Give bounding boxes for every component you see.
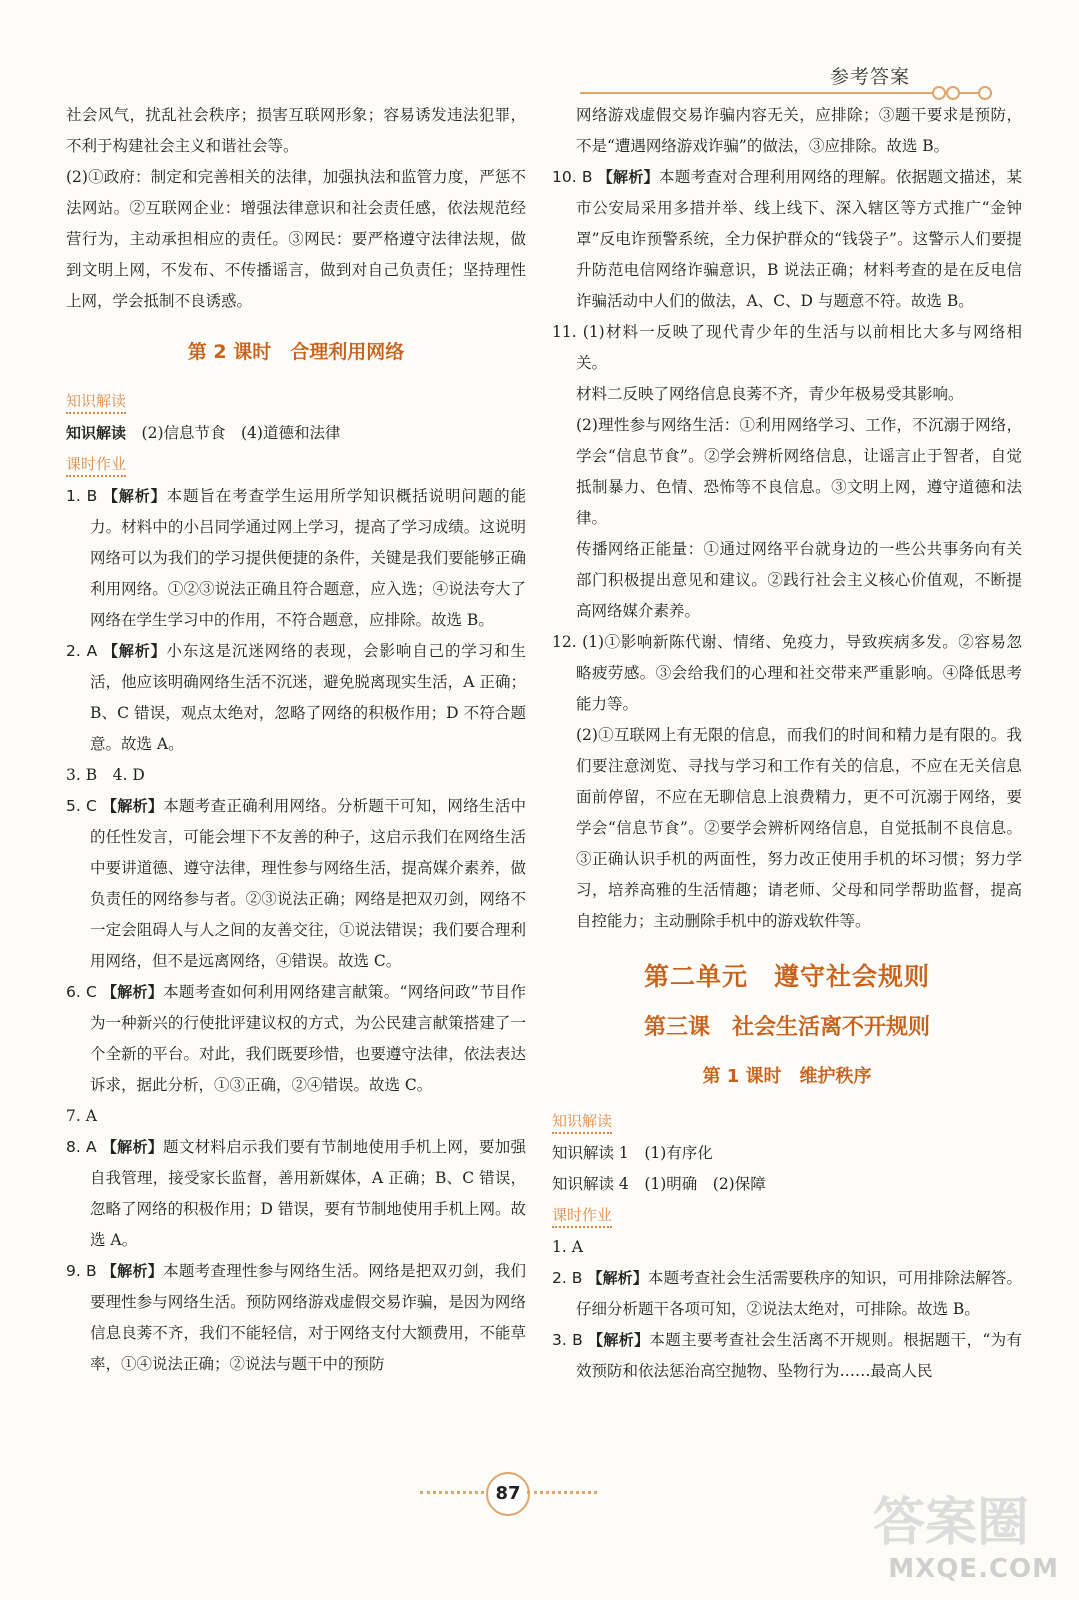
answer-item (66, 977, 526, 1101)
analysis-label: 【解析】 (587, 1331, 650, 1349)
analysis-label: 【解析】 (102, 983, 164, 1001)
paragraph: 网络游戏虚假交易诈骗内容无关，应排除；③题干要求是预防，不是“遭遇网络游戏诈骗”的做法，③应排除。故选 B。 (576, 106, 1022, 155)
header-title: 参考答案 (829, 66, 910, 88)
period-title: 第 1 课时 维护秩序 (702, 1066, 872, 1087)
answer-item: 11. (1)材料一反映了现代青少年的生活与以前相比大多与网络相关。 (552, 323, 1022, 372)
analysis-label: 【解析】 (103, 642, 167, 660)
answer-item (66, 791, 526, 977)
answer-number: 6. C (66, 983, 97, 1001)
knowledge-line (552, 1169, 1022, 1200)
answer-item (66, 1132, 526, 1256)
knowledge-line (66, 418, 526, 449)
watermark (859, 1480, 1059, 1590)
section-tag: 知识解读 (552, 1110, 612, 1134)
answer-item: 1. A (552, 1238, 583, 1256)
left-column (66, 100, 526, 1380)
answer-number: 8. A (66, 1138, 97, 1156)
section-tag: 知识解读 (66, 390, 126, 414)
watermark-logo: 答案圈 (872, 1493, 1029, 1553)
section-title: 第 2 课时 合理利用网络 (187, 341, 405, 363)
answer-paragraph: 传播网络正能量：①通过网络平台就身边的一些公共事务向有关部门积极提出意见和建议。②践行社会主义核心价值观，不断提高网络媒介素养。 (576, 540, 1022, 620)
answer-text: 本题考查如何利用网络建言献策。“网络问政”节目作为一种新兴的行使批评建议权的方式，为公民建言献策搭建了一个全新的平台。对此，我们既要珍惜，也要遵守法律，依法表达诉求，据此分析，①③正确，②④错误。故选 C。 (90, 983, 526, 1094)
section-tag: 课时作业 (66, 453, 126, 477)
answer-item (552, 162, 1022, 317)
header-rule (580, 92, 990, 94)
watermark-text: MXQE.COM (888, 1554, 1059, 1584)
answer-paragraph: (2)理性参与网络生活：①利用网络学习、工作，不沉溺于网络，学会“信息节食”。②学会辨析网络信息，让谣言止于智者，自觉抵制暴力、色情、恐怖等不良信息。③文明上网，遵守道德和法律。 (576, 416, 1022, 527)
answer-item (552, 1325, 1022, 1387)
header-dot-icon (932, 86, 946, 100)
answer-number: 10. B (552, 168, 593, 186)
knowledge-text: (1)明确 (2)保障 (644, 1175, 766, 1193)
lesson-title: 第三课 社会生活离不开规则 (643, 1015, 930, 1040)
answer-item: 12. (1)①影响新陈代谢、情绪、免疫力，导致疾病多发。②容易忽略疲劳感。③会给我们的心理和社交带来严重影响。④降低思考能力等。 (552, 633, 1022, 713)
knowledge-label: 知识解读 4 (552, 1175, 629, 1193)
paragraph: 社会风气，扰乱社会秩序；损害互联网形象；容易诱发违法犯罪，不利于构建社会主义和谐社会等。 (66, 106, 526, 155)
answer-text: 本题考查正确利用网络。分析题干可知，网络生活中的任性发言，可能会埋下不友善的种子，这启示我们在网络生活中要讲道德、遵守法律，理性参与网络生活，提高媒介素养，做负责任的网络参与者。②③说法正确；网络是把双刃剑，网络不一定会阻碍人与人之间的友善交往，①说法错误；我们要合理利用网络，但不是远离网络，④错误。故选 C。 (90, 797, 526, 970)
answer-text: 本题考查对合理利用网络的理解。依据题文描述，某市公安局采用多措并举、线上线下、深入辖区等方式推广“金钟罩”反电诈预警系统，全力保护群众的“钱袋子”。这警示人们要提升防范电信网络诈骗意识，B 说法正确；材料考查的是在反电信诈骗活动中人们的做法，A、C、D 与题意不符。故选 B。 (576, 168, 1022, 310)
header-dot-icon (946, 86, 960, 100)
knowledge-line (552, 1138, 1022, 1169)
answer-paragraph: 材料二反映了网络信息良莠不齐，青少年极易受其影响。 (576, 385, 964, 403)
footer-divider (527, 1491, 597, 1494)
page-number: 87 (486, 1472, 530, 1516)
answer-item: 7. A (66, 1107, 97, 1125)
right-column (552, 100, 1022, 1387)
answer-text: 本题考查理性参与网络生活。网络是把双刃剑，我们要理性参与网络生活。预防网络游戏虚假交易诈骗，是因为网络信息良莠不齐，我们不能轻信，对于网络支付大额费用，不能草率，①④说法正确；②说法与题干中的预防 (90, 1262, 526, 1373)
answer-text: 本题主要考查社会生活离不开规则。根据题干，“为有效预防和依法惩治高空抛物、坠物行为……最高人民 (576, 1331, 1022, 1380)
knowledge-label: 知识解读 1 (552, 1144, 629, 1162)
answer-item (66, 481, 526, 636)
knowledge-text: (2)信息节食 (4)道德和法律 (141, 424, 341, 442)
section-tag: 课时作业 (552, 1204, 612, 1228)
analysis-label: 【解析】 (587, 1269, 648, 1287)
header-dot-icon (978, 86, 992, 100)
answer-item (66, 1256, 526, 1380)
answer-number: 2. B (552, 1269, 583, 1287)
answer-text: 本题考查社会生活需要秩序的知识，可用排除法解答。仔细分析题干各项可知，②说法太绝对，可排除。故选 B。 (576, 1269, 1022, 1318)
answer-item (552, 1263, 1022, 1325)
answer-item (66, 636, 526, 760)
analysis-label: 【解析】 (103, 487, 167, 505)
answer-text: 题文材料启示我们要有节制地使用手机上网，要加强自我管理，接受家长监督，善用新媒体，A 正确；B、C 错误，忽略了网络的积极作用；D 错误，要有节制地使用手机上网。故选 A。 (90, 1138, 526, 1249)
answer-text: 本题旨在考查学生运用所学知识概括说明问题的能力。材料中的小吕同学通过网上学习，提高了学习成绩。这说明网络可以为我们的学习提供便捷的条件，关键是我们要能够正确利用网络。①②③说法正确且符合题意，应入选；④说法夸大了网络在学生学习中的作用，不符合题意，应排除。故选 B。 (90, 487, 526, 629)
answer-text: 小东这是沉迷网络的表现，会影响自己的学习和生活，他应该明确网络生活不沉迷，避免脱离现实生活，A 正确；B、C 错误，观点太绝对，忽略了网络的积极作用；D 不符合题意。故选 A。 (90, 642, 526, 753)
unit-title: 第二单元 遵守社会规则 (643, 962, 930, 991)
analysis-label: 【解析】 (102, 797, 164, 815)
knowledge-text: (1)有序化 (644, 1144, 713, 1162)
knowledge-label: 知识解读 (66, 424, 127, 442)
answer-number: 2. A (66, 642, 98, 660)
answer-item: 3. B 4. D (66, 766, 145, 784)
answer-number: 5. C (66, 797, 97, 815)
analysis-label: 【解析】 (101, 1262, 164, 1280)
paragraph: (2)①政府：制定和完善相关的法律，加强执法和监管力度，严惩不法网站。②互联网企业：增强法律意识和社会责任感，依法规范经营行为，主动承担相应的责任。③网民：要严格遵守法律法规，做到文明上网，不发布、不传播谣言，做到对自己负责任；坚持理性上网，学会抵制不良诱惑。 (66, 168, 526, 310)
answer-paragraph: (2)①互联网上有无限的信息，而我们的时间和精力是有限的。我们要注意浏览、寻找与学习和工作有关的信息，不应在无关信息面前停留，不应在无聊信息上浪费精力，更不可沉溺于网络，要学会“信息节食”。②要学会辨析网络信息，自觉抵制不良信息。③正确认识手机的两面性，努力改正使用手机的坏习惯；努力学习，培养高雅的生活情趣；请老师、父母和同学帮助监督，提高自控能力；主动删除手机中的游戏软件等。 (576, 726, 1022, 930)
answer-number: 3. B (552, 1331, 583, 1349)
analysis-label: 【解析】 (101, 1138, 164, 1156)
answer-number: 1. B (66, 487, 98, 505)
answer-number: 9. B (66, 1262, 97, 1280)
footer-divider (420, 1491, 490, 1494)
analysis-label: 【解析】 (597, 168, 659, 186)
